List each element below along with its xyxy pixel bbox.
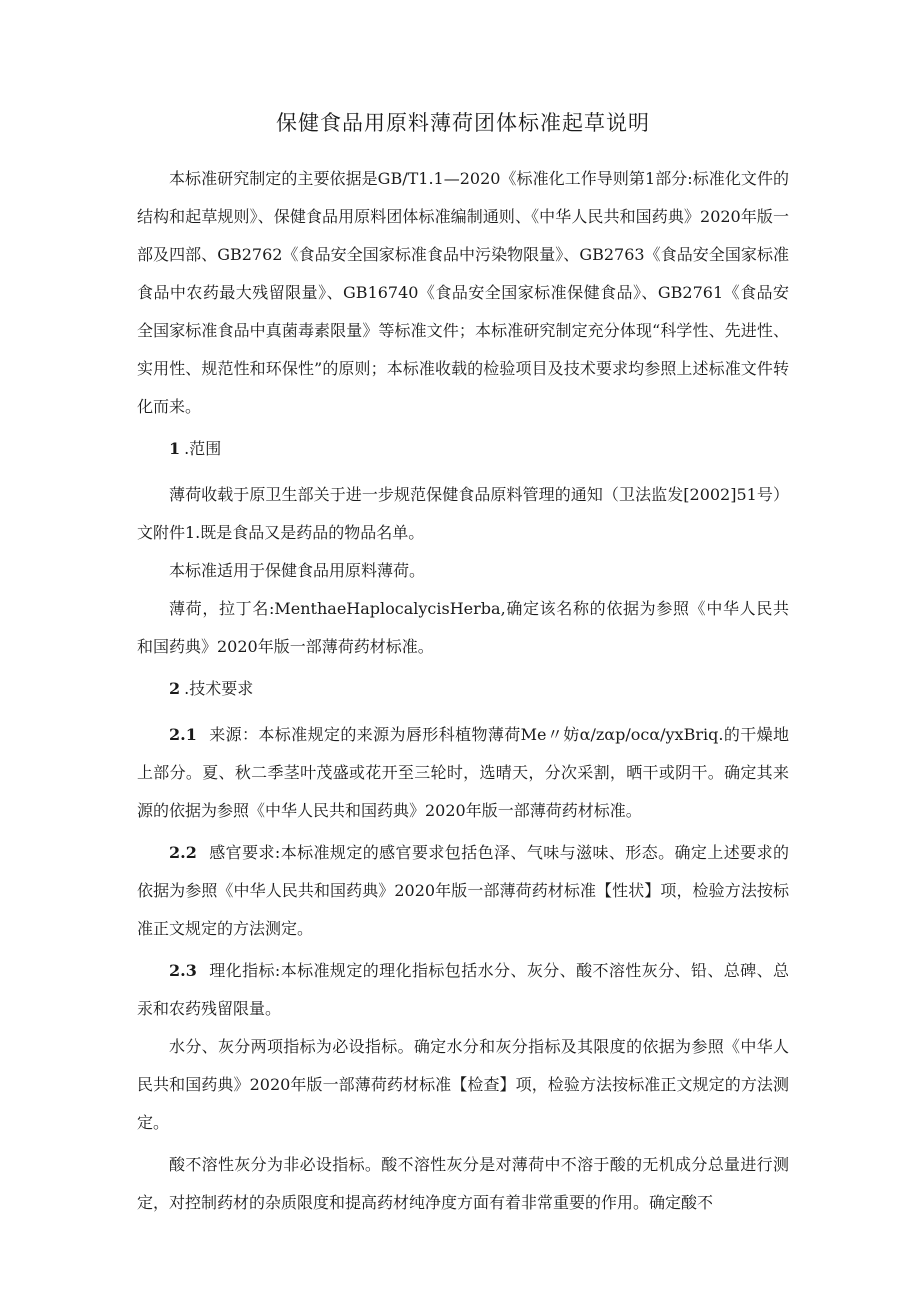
section-2-number: 2	[169, 679, 181, 698]
document-title: 保健食品用原料薄荷团体标准起草说明	[276, 111, 650, 135]
subsection-text: 理化指标:本标准规定的理化指标包括水分、灰分、酸不溶性灰分、铅、总碑、总汞和农药残留限量。	[137, 961, 789, 1018]
section-2-heading	[137, 674, 789, 704]
section-2-paragraph: 水分、灰分两项指标为必设指标。确定水分和灰分指标及其限度的依据为参照《中华人民共和国药典》2020年版一部薄荷药材标准【检查】项，检验方法按标准正文规定的方法测定。	[137, 1037, 789, 1132]
intro-paragraph: 本标准研究制定的主要依据是GB/T1.1—2020《标准化工作导则第1部分:标准化文件的结构和起草规则》、保健食品用原料团体标准编制通则、《中华人民共和国药典》2020年版一部及四部、GB2762《食品安全国家标准食品中污染物限量》、GB2763《食品安全国家标准食品中农药最大残留限量》、GB16740《食品安全国家标准保健食品》、GB2761《食品安全国家标准食品中真菌毒素限量》等标准文件；本标准研究制定充分体现“科学性、先进性、实用性、规范性和环保性”的原则；本标准收载的检验项目及技术要求均参照上述标准文件转化而来。	[137, 169, 789, 416]
section-1-title: .范围	[184, 439, 222, 458]
subsection-number: 2.3	[169, 961, 197, 980]
subsection-number: 2.1	[169, 725, 197, 744]
subsection-number: 2.2	[169, 843, 197, 862]
subsection-2-3	[137, 952, 789, 1028]
section-2-paragraph: 酸不溶性灰分为非必设指标。酸不溶性灰分是对薄荷中不溶于酸的无机成分总量进行测定，对控制药材的杂质限度和提高药材纯净度方面有着非常重要的作用。确定酸不	[137, 1155, 789, 1212]
section-1-heading	[137, 434, 789, 464]
section-1-number: 1	[169, 439, 181, 458]
subsection-2-2	[137, 834, 789, 948]
section-1-paragraph: 薄荷，拉丁名:MenthaeHaplocalycisHerba,确定该名称的依据为参照《中华人民共和国药典》2020年版一部薄荷药材标准。	[137, 599, 789, 656]
section-2-title: .技术要求	[184, 679, 254, 698]
subsection-text: 感官要求:本标准规定的感官要求包括色泽、气味与滋味、形态。确定上述要求的依据为参照《中华人民共和国药典》2020年版一部薄荷药材标准【性状】项，检验方法按标准正文规定的方法测定。	[137, 843, 789, 938]
subsection-text: 来源：本标准规定的来源为唇形科植物薄荷Me〃妨α∕zαp∕ocα∕yxBriq.的干燥地上部分。夏、秋二季茎叶茂盛或花开至三轮时，选晴天，分次采割，晒干或阴干。确定其来源的依据为参照《中华人民共和国药典》2020年版一部薄荷药材标准。	[137, 725, 789, 820]
section-1-paragraph: 本标准适用于保健食品用原料薄荷。	[169, 561, 426, 580]
section-1-paragraph: 薄荷收载于原卫生部关于进一步规范保健食品原料管理的通知（卫法监发[2002]51号）文附件1.既是食品又是药品的物品名单。	[137, 485, 789, 542]
subsection-2-1	[137, 716, 789, 830]
document-page	[137, 108, 789, 1222]
